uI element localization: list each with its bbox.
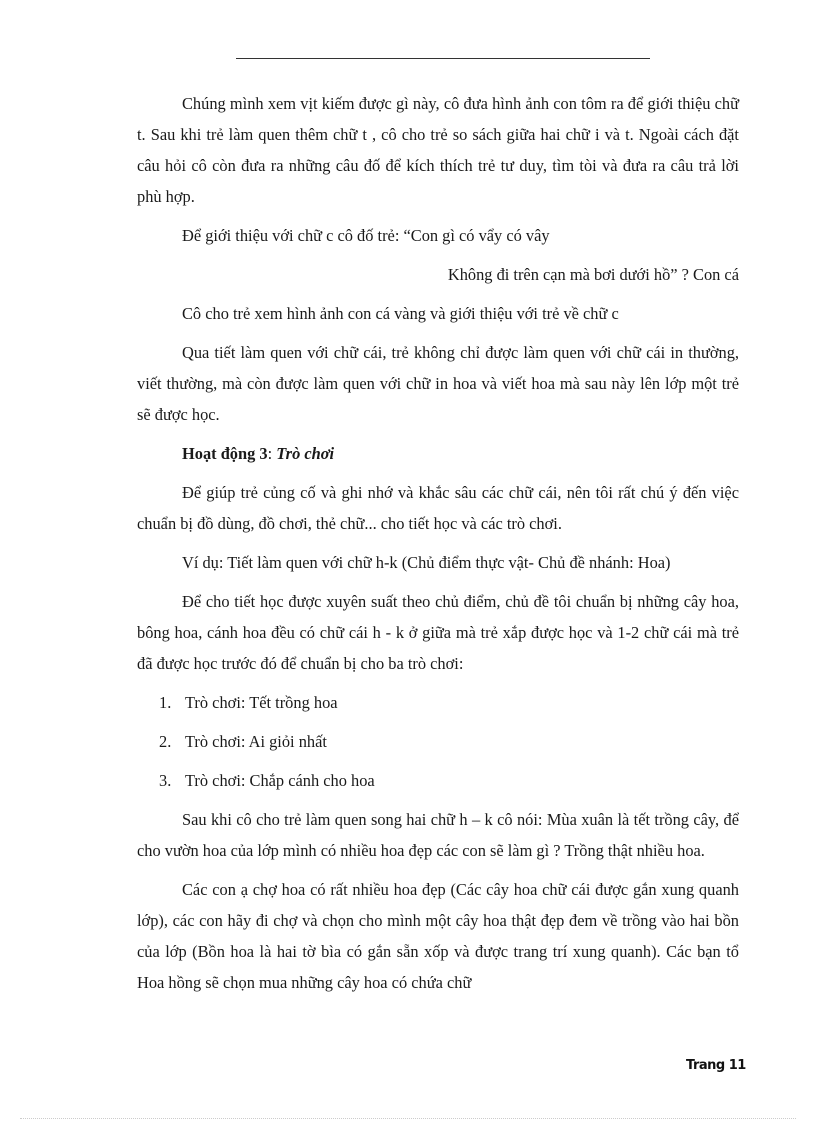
activity-heading-title: Trò chơi: [276, 444, 335, 463]
list-item-label: Trò chơi: Ai giỏi nhất: [185, 732, 327, 751]
list-item-number: 3.: [159, 771, 172, 790]
paragraph-8: Để cho tiết học được xuyên suất theo chủ điểm, chủ đề tôi chuẩn bị những cây hoa, bông hoa, cánh hoa đều có chữ cái h - k ở giữa mà trẻ xắp được học và 1-2 chữ cái mà trẻ đã được học trước đó để chuẩn bị cho ba trò chơi:: [137, 592, 739, 673]
paragraph-5: Qua tiết làm quen với chữ cái, trẻ không chỉ được làm quen với chữ cái in thường, viết thường, mà còn được làm quen với chữ in hoa và viết hoa mà sau này lên lớp một trẻ sẽ được học.: [137, 343, 739, 424]
header-rule: [236, 58, 650, 59]
paragraph-9: Sau khi cô cho trẻ làm quen song hai chữ h – k cô nói: Mùa xuân là tết trồng cây, để cho vườn hoa của lớp mình có nhiều hoa đẹp các con sẽ làm gì ? Trồng thật nhiều hoa.: [137, 810, 739, 860]
paragraph-riddle-intro: Để giới thiệu với chữ c cô đố trẻ: “Con gì có vẩy có vây: [182, 226, 550, 245]
page-bottom-border: [20, 1118, 796, 1119]
list-item: [137, 765, 739, 796]
paragraph-riddle-answer: Không đi trên cạn mà bơi dưới hồ” ? Con cá: [447, 265, 739, 284]
list-item: [137, 687, 739, 718]
list-item: [137, 726, 739, 757]
activity-heading-separator: :: [267, 444, 277, 463]
document-body: [137, 88, 739, 1006]
page-number: Trang 11: [686, 1058, 746, 1073]
activity-heading: [137, 438, 739, 469]
list-item-number: 2.: [159, 732, 172, 751]
paragraph-6: Để giúp trẻ củng cố và ghi nhớ và khắc sâu các chữ cái, nên tôi rất chú ý đến việc chuẩn bị đồ dùng, đồ chơi, thẻ chữ... cho tiết học và các trò chơi.: [137, 483, 739, 533]
list-item-label: Trò chơi: Chắp cánh cho hoa: [185, 771, 375, 790]
paragraph-10: Các con ạ chợ hoa có rất nhiều hoa đẹp (Các cây hoa chữ cái được gắn xung quanh lớp), các con hãy đi chợ và chọn cho mình một cây hoa thật đẹp đem về trồng vào hai bồn của lớp (Bồn hoa là hai tờ bìa có gắn sẵn xốp và được trang trí xung quanh). Các bạn tổ Hoa hồng sẽ chọn mua những cây hoa có chứa chữ: [137, 880, 739, 992]
paragraph-example: Ví dụ: Tiết làm quen với chữ h-k (Chủ điểm thực vật- Chủ đề nhánh: Hoa): [182, 553, 671, 572]
list-item-number: 1.: [159, 693, 172, 712]
paragraph-1: Chúng mình xem vịt kiếm được gì này, cô đưa hình ảnh con tôm ra để giới thiệu chữ t. Sau khi trẻ làm quen thêm chữ t , cô cho trẻ so sách giữa hai chữ i và t. Ngoài cách đặt câu hỏi cô còn đưa ra những câu đố để kích thích trẻ tư duy, tìm tòi và đưa ra câu trả lời phù hợp.: [137, 94, 739, 206]
activity-heading-label: Hoạt động 3: [182, 444, 268, 463]
games-list: [137, 687, 739, 796]
paragraph-4: Cô cho trẻ xem hình ảnh con cá vàng và giới thiệu với trẻ về chữ c: [182, 304, 619, 323]
list-item-label: Trò chơi: Tết trồng hoa: [185, 693, 338, 712]
